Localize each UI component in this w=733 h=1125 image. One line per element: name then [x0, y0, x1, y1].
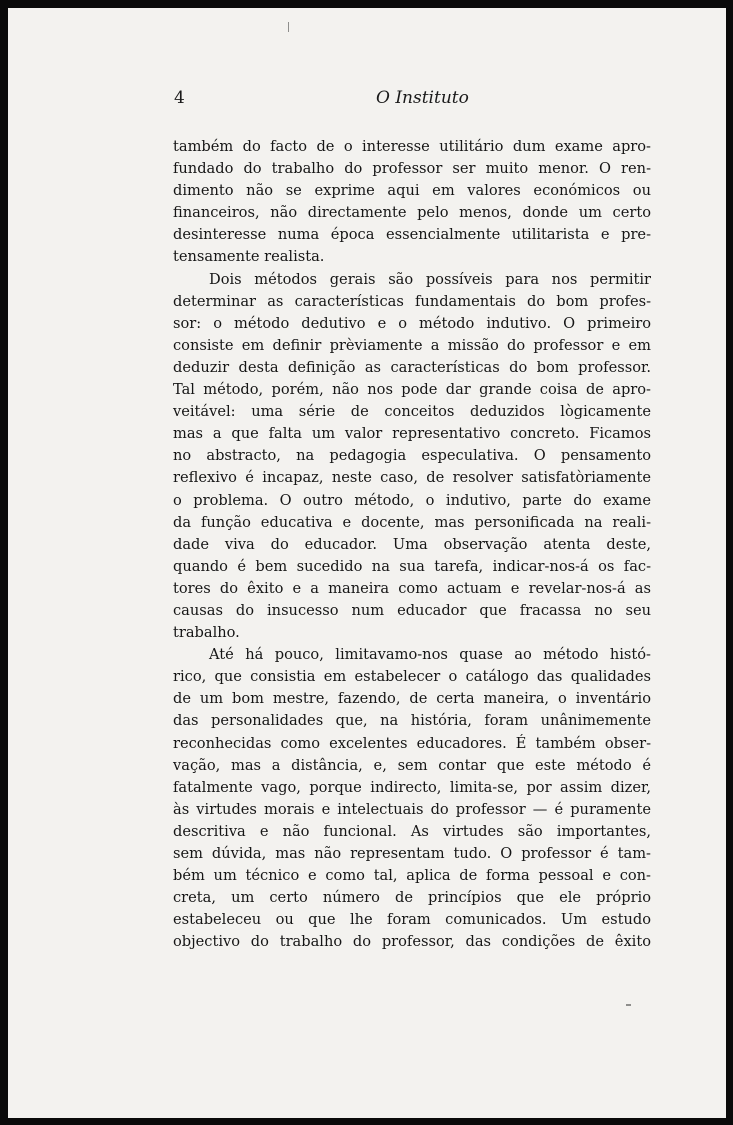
- text-line: no abstracto, na pedagogia especulativa. O pensamento: [173, 447, 651, 465]
- text-line: dimento não se exprime aqui em valores económicos ou: [173, 182, 651, 200]
- text-line: da função educativa e docente, mas personificada na reali-: [173, 513, 651, 531]
- text-line: Tal método, porém, não nos pode dar grande coisa de apro-: [173, 381, 651, 399]
- text-line: o problema. O outro método, o indutivo, parte do exame: [173, 491, 651, 509]
- text-line: sem dúvida, mas não representam tudo. O professor é tam-: [173, 845, 651, 862]
- text-line: vação, mas a distância, e, sem contar que este método é: [173, 756, 651, 774]
- text-line: deduzir desta definição as características do bom professor.: [173, 358, 651, 376]
- text-line: fundado do trabalho do professor ser muito menor. O ren-: [173, 160, 651, 178]
- text-line: creta, um certo número de princípios que ele próprio: [173, 889, 651, 907]
- scan-speck: [288, 22, 289, 32]
- text-line: de um bom mestre, fazendo, de certa maneira, o inventário: [173, 690, 651, 708]
- running-title: O Instituto: [376, 88, 469, 108]
- text-line: fatalmente vago, porque indirecto, limita-se, por assim dizer,: [173, 778, 651, 796]
- text-line: reflexivo é incapaz, neste caso, de resolver satisfatòriamente: [173, 469, 651, 487]
- scan-speck: [626, 1004, 631, 1006]
- text-line: bém um técnico e como tal, aplica de forma pessoal e con-: [173, 867, 651, 885]
- text-line: das personalidades que, na história, foram unânimemente: [173, 712, 651, 730]
- text-line: dade viva do educador. Uma observação atenta deste,: [173, 535, 651, 553]
- page-number: 4: [174, 88, 185, 108]
- text-line: Até há pouco, limitavamo-nos quase ao método histó-: [209, 646, 651, 664]
- text-line: às virtudes morais e intelectuais do professor — é puramente: [173, 800, 651, 818]
- text-line: quando é bem sucedido na sua tarefa, indicar-nos-á os fac-: [173, 557, 651, 575]
- text-line: Dois métodos gerais são possíveis para nos permitir: [209, 270, 651, 288]
- text-line: rico, que consistia em estabelecer o catálogo das qualidades: [173, 668, 651, 686]
- text-line: causas do insucesso num educador que fracassa no seu: [173, 601, 651, 619]
- text-line: tores do êxito e a maneira como actuam e revelar-nos-á as: [173, 579, 651, 597]
- text-line: desinteresse numa época essencialmente utilitarista e pre-: [173, 226, 651, 244]
- text-line: mas a que falta um valor representativo concreto. Ficamos: [173, 425, 651, 443]
- page-header: [171, 88, 651, 112]
- text-line: consiste em definir prèviamente a missão do professor e em: [173, 336, 651, 354]
- text-line: reconhecidas como excelentes educadores. É também obser-: [173, 734, 651, 752]
- body-text: [173, 136, 651, 953]
- text-line: descritiva e não funcional. As virtudes são importantes,: [173, 822, 651, 840]
- text-line: determinar as características fundamentais do bom profes-: [173, 292, 651, 310]
- text-line: trabalho.: [173, 624, 240, 642]
- text-line: estabeleceu ou que lhe foram comunicados. Um estudo: [173, 911, 651, 929]
- text-line: sor: o método dedutivo e o método indutivo. O primeiro: [173, 314, 651, 332]
- text-line: veitável: uma série de conceitos deduzidos lògicamente: [173, 403, 651, 421]
- document-page: [8, 8, 726, 1118]
- text-line: objectivo do trabalho do professor, das condições de êxito: [173, 933, 651, 951]
- text-line: financeiros, não directamente pelo menos, donde um certo: [173, 204, 651, 222]
- text-line: tensamente realista.: [173, 248, 325, 266]
- text-line: também do facto de o interesse utilitário dum exame apro-: [173, 138, 651, 155]
